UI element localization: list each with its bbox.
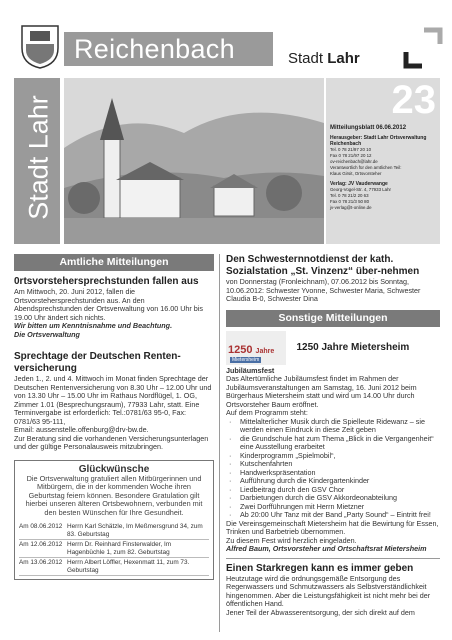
article-signature: Alfred Baum, Ortsvorsteher und Ortschaftsrat Mietersheim bbox=[226, 544, 427, 553]
article-subtitle: Jubiläumsfest bbox=[226, 365, 275, 375]
article-title: 1250 Jahre Mietersheim bbox=[296, 341, 410, 353]
publisher-line: Verantwortlich für den amtlichen Teil: bbox=[330, 165, 402, 170]
article-title: Sprechtage der Deutschen Renten-versicherung bbox=[14, 351, 181, 374]
birthday-person: Herrn Dr. Reinhard Finsterwalder, Im Hagenbüchle 1, zum 82. Geburtstag bbox=[67, 540, 209, 558]
article-text: Die Vereinsgemeinschaft Mietersheim hat die Bewirtung für Essen, Trinken und Barbetrieb übernommen. bbox=[226, 518, 439, 536]
publisher-line: ov-reichenbach@lahr.de bbox=[330, 159, 378, 164]
verlag-line: Fax 0 78 21/3 50 80 bbox=[330, 199, 370, 204]
divider bbox=[226, 558, 440, 559]
village-church-photo bbox=[64, 78, 324, 244]
greetings-title: Glückwünsche bbox=[78, 463, 150, 475]
article-signature: Die Ortsverwaltung bbox=[14, 329, 80, 339]
article-text: Zur Beratung sind die vorhandenen Versicherungsunterlagen und der gültige Personalausweis mitzubringen. bbox=[14, 433, 209, 451]
masthead-title: Reichenbach bbox=[64, 32, 273, 66]
right-column bbox=[226, 254, 440, 617]
program-item: · Liedbeitrag durch den GSV Chor bbox=[234, 486, 440, 495]
masthead-info-box bbox=[326, 78, 440, 244]
greetings-box bbox=[14, 460, 214, 580]
section-bar-official: Amtliche Mitteilungen bbox=[14, 254, 214, 271]
anniversary-logo bbox=[226, 331, 286, 365]
issue-number: 23 bbox=[391, 78, 436, 122]
church-landscape-image bbox=[64, 78, 324, 244]
verlag-line: Tel. 0 78 21/2 20 63 bbox=[330, 193, 369, 198]
logo-year: 1250 Jahre bbox=[228, 343, 275, 356]
coat-of-arms-icon bbox=[20, 24, 60, 70]
article-text: Jener Teil der Abwasserentsorgung, der sich direkt auf dem bbox=[226, 607, 415, 617]
brand-name: Lahr bbox=[327, 50, 360, 67]
birthday-date: Am 13.06.2012 bbox=[19, 558, 67, 576]
birthday-date: Am 12.06.2012 bbox=[19, 540, 67, 558]
birthday-row bbox=[19, 522, 209, 539]
logo-years-label: Jahre bbox=[255, 347, 275, 355]
publisher-line: Tel. 0 78 21/97 20 10 bbox=[330, 147, 372, 152]
verlag-line: Georg-Vogel-Str. 4, 77933 Lahr bbox=[330, 187, 392, 192]
article-text: Heutzutage wird die ordnungsgemäße Entsorgung des Regenwassers und Schmutzwassers als Selbstverständlichkeit hingenommen. Aber die Leistungsfähigkeit ist nicht mehr bei der öffentlichen Hand. bbox=[226, 573, 431, 608]
greetings-text: Die Ortsverwaltung gratuliert allen Mitbürgerinnen und Mitbürgern, die in der kommenden Woche ihren Geburtstag feiern können. Besondere Gratulation gilt hierbei unseren älteren Ortsbewohnern, verbunden mit den besten Wünschen für Ihre Gesundheit. bbox=[25, 473, 203, 517]
vertical-title-text: Stadt Lahr bbox=[23, 95, 54, 220]
left-column bbox=[14, 254, 214, 580]
brand-prefix: Stadt bbox=[288, 50, 324, 67]
section-bar-other: Sonstige Mitteilungen bbox=[226, 310, 440, 327]
program-item: · Handwerkspräsentation bbox=[234, 469, 440, 478]
issue-line: Mitteilungsblatt 06.06.2012 bbox=[330, 125, 407, 131]
verlag-line: jv-verlag@t-online.de bbox=[330, 205, 372, 210]
program-item: · die Grundschule hat zum Thema „Blick in die Vergangenheit“ eine Ausstellung erarbeitet bbox=[234, 435, 440, 452]
article-text: Das Altertümliche Jubiläumsfest findet im Rahmen der Jubiläumsveranstaltungen am Samstag, 16. Juni 2012 beim Bürgerhaus Mietersheim statt und wird um 14.00 Uhr durch Ortsvorsteher Baum eröffnet. bbox=[226, 374, 417, 409]
logo-name: Mietersheim bbox=[232, 356, 260, 363]
birthday-date: Am 08.06.2012 bbox=[19, 522, 67, 539]
article-title: 0rtsvorstehersprechstunden fallen aus bbox=[14, 276, 199, 287]
program-list bbox=[226, 418, 440, 520]
article-title: Einen Starkregen kann es immer geben bbox=[226, 562, 414, 574]
program-item: · Darbietungen durch die GSV Akkordeonabteilung bbox=[234, 494, 440, 503]
birthday-row bbox=[19, 540, 209, 558]
publisher-line: Fax 0 78 21/97 20 12 bbox=[330, 153, 372, 158]
article-title: Den Schwesternnotdienst der kath. Sozialstation „St. Vinzenz“ über-nehmen bbox=[226, 254, 420, 277]
program-item: · Kinderprogramm „Spielmobil“, bbox=[234, 452, 440, 461]
city-brand bbox=[288, 50, 360, 67]
birthday-row bbox=[19, 558, 209, 576]
article-text: von Donnerstag (Fronleichnam), 07.06.2012 bis Sonntag, 10.06.2012: Schwester Yvonne, Schwester Maria, Schwester Claudia B-0, Schwester Dina bbox=[226, 277, 421, 303]
verlag-heading: Verlag: JV Vauderwange bbox=[330, 181, 388, 187]
birthday-person: Herrn Karl Schätzle, Im Meßmersgrund 34, zum 83. Geburtstag bbox=[67, 522, 209, 539]
program-item: · Ab 20:00 Uhr Tanz mit der Band „Party Sound“ – Eintritt frei! bbox=[234, 511, 440, 520]
column-divider bbox=[219, 254, 220, 632]
program-intro: Auf dem Programm steht: bbox=[226, 408, 308, 417]
birthday-person: Herrn Albert Löffler, Hexenmatt 11, zum 73. Geburtstag bbox=[67, 558, 209, 576]
article-text: Am Mittwoch, 20. Juni 2012, fallen die Ortsvorstehersprechstunden aus. An den Abendsprechstunden der Ortsverwaltung von 16.00 Uhr bis 19.00 Uhr ändert sich nichts. bbox=[14, 287, 203, 322]
article-email: Email: aussenstelle.offenburg@drv-bw.de. bbox=[14, 425, 149, 434]
program-item: · Kutschenfahrten bbox=[234, 460, 440, 469]
publisher-heading: Herausgeber: Stadt Lahr Ortsverwaltung Reichenbach bbox=[330, 135, 427, 147]
program-item: · Mittelalterlicher Musik durch die Spielleute Ridewanz – sie werden einen Eindruck in diese Zeit geben bbox=[234, 418, 440, 435]
article-note: Wir bitten um Kenntnisnahme und Beachtung. bbox=[14, 321, 173, 330]
article-text: Jeden 1., 2. und 4. Mittwoch im Monat finden Sprechtage der Deutschen Rentenversicherung von 8.30 Uhr – 12.00 Uhr und von 13.30 Uhr – 15.00 Uhr im Rathaus Nordflügel, 1. OG, Zimmer 1.01 (Besprechungsraum), 77933 Lahr, statt. Eine Terminvergabe ist erforderlich: Tel.:0781/63 95-0, Fax: 0781/63 95-111, bbox=[14, 374, 212, 426]
anniversary-header bbox=[226, 331, 440, 367]
lahr-logo-icon bbox=[402, 26, 444, 70]
article-text: Zu diesem Fest wird herzlich eingeladen. bbox=[226, 535, 357, 545]
birthday-table bbox=[19, 522, 209, 575]
program-item: · Zwei Dorfführungen mit Herrn Mietzner bbox=[234, 503, 440, 512]
program-item: · Aufführung durch die Kindergartenkinder bbox=[234, 477, 440, 486]
vertical-title bbox=[14, 78, 60, 244]
publisher-line: Klaus Girsit, Ortsvorsteher bbox=[330, 171, 382, 176]
